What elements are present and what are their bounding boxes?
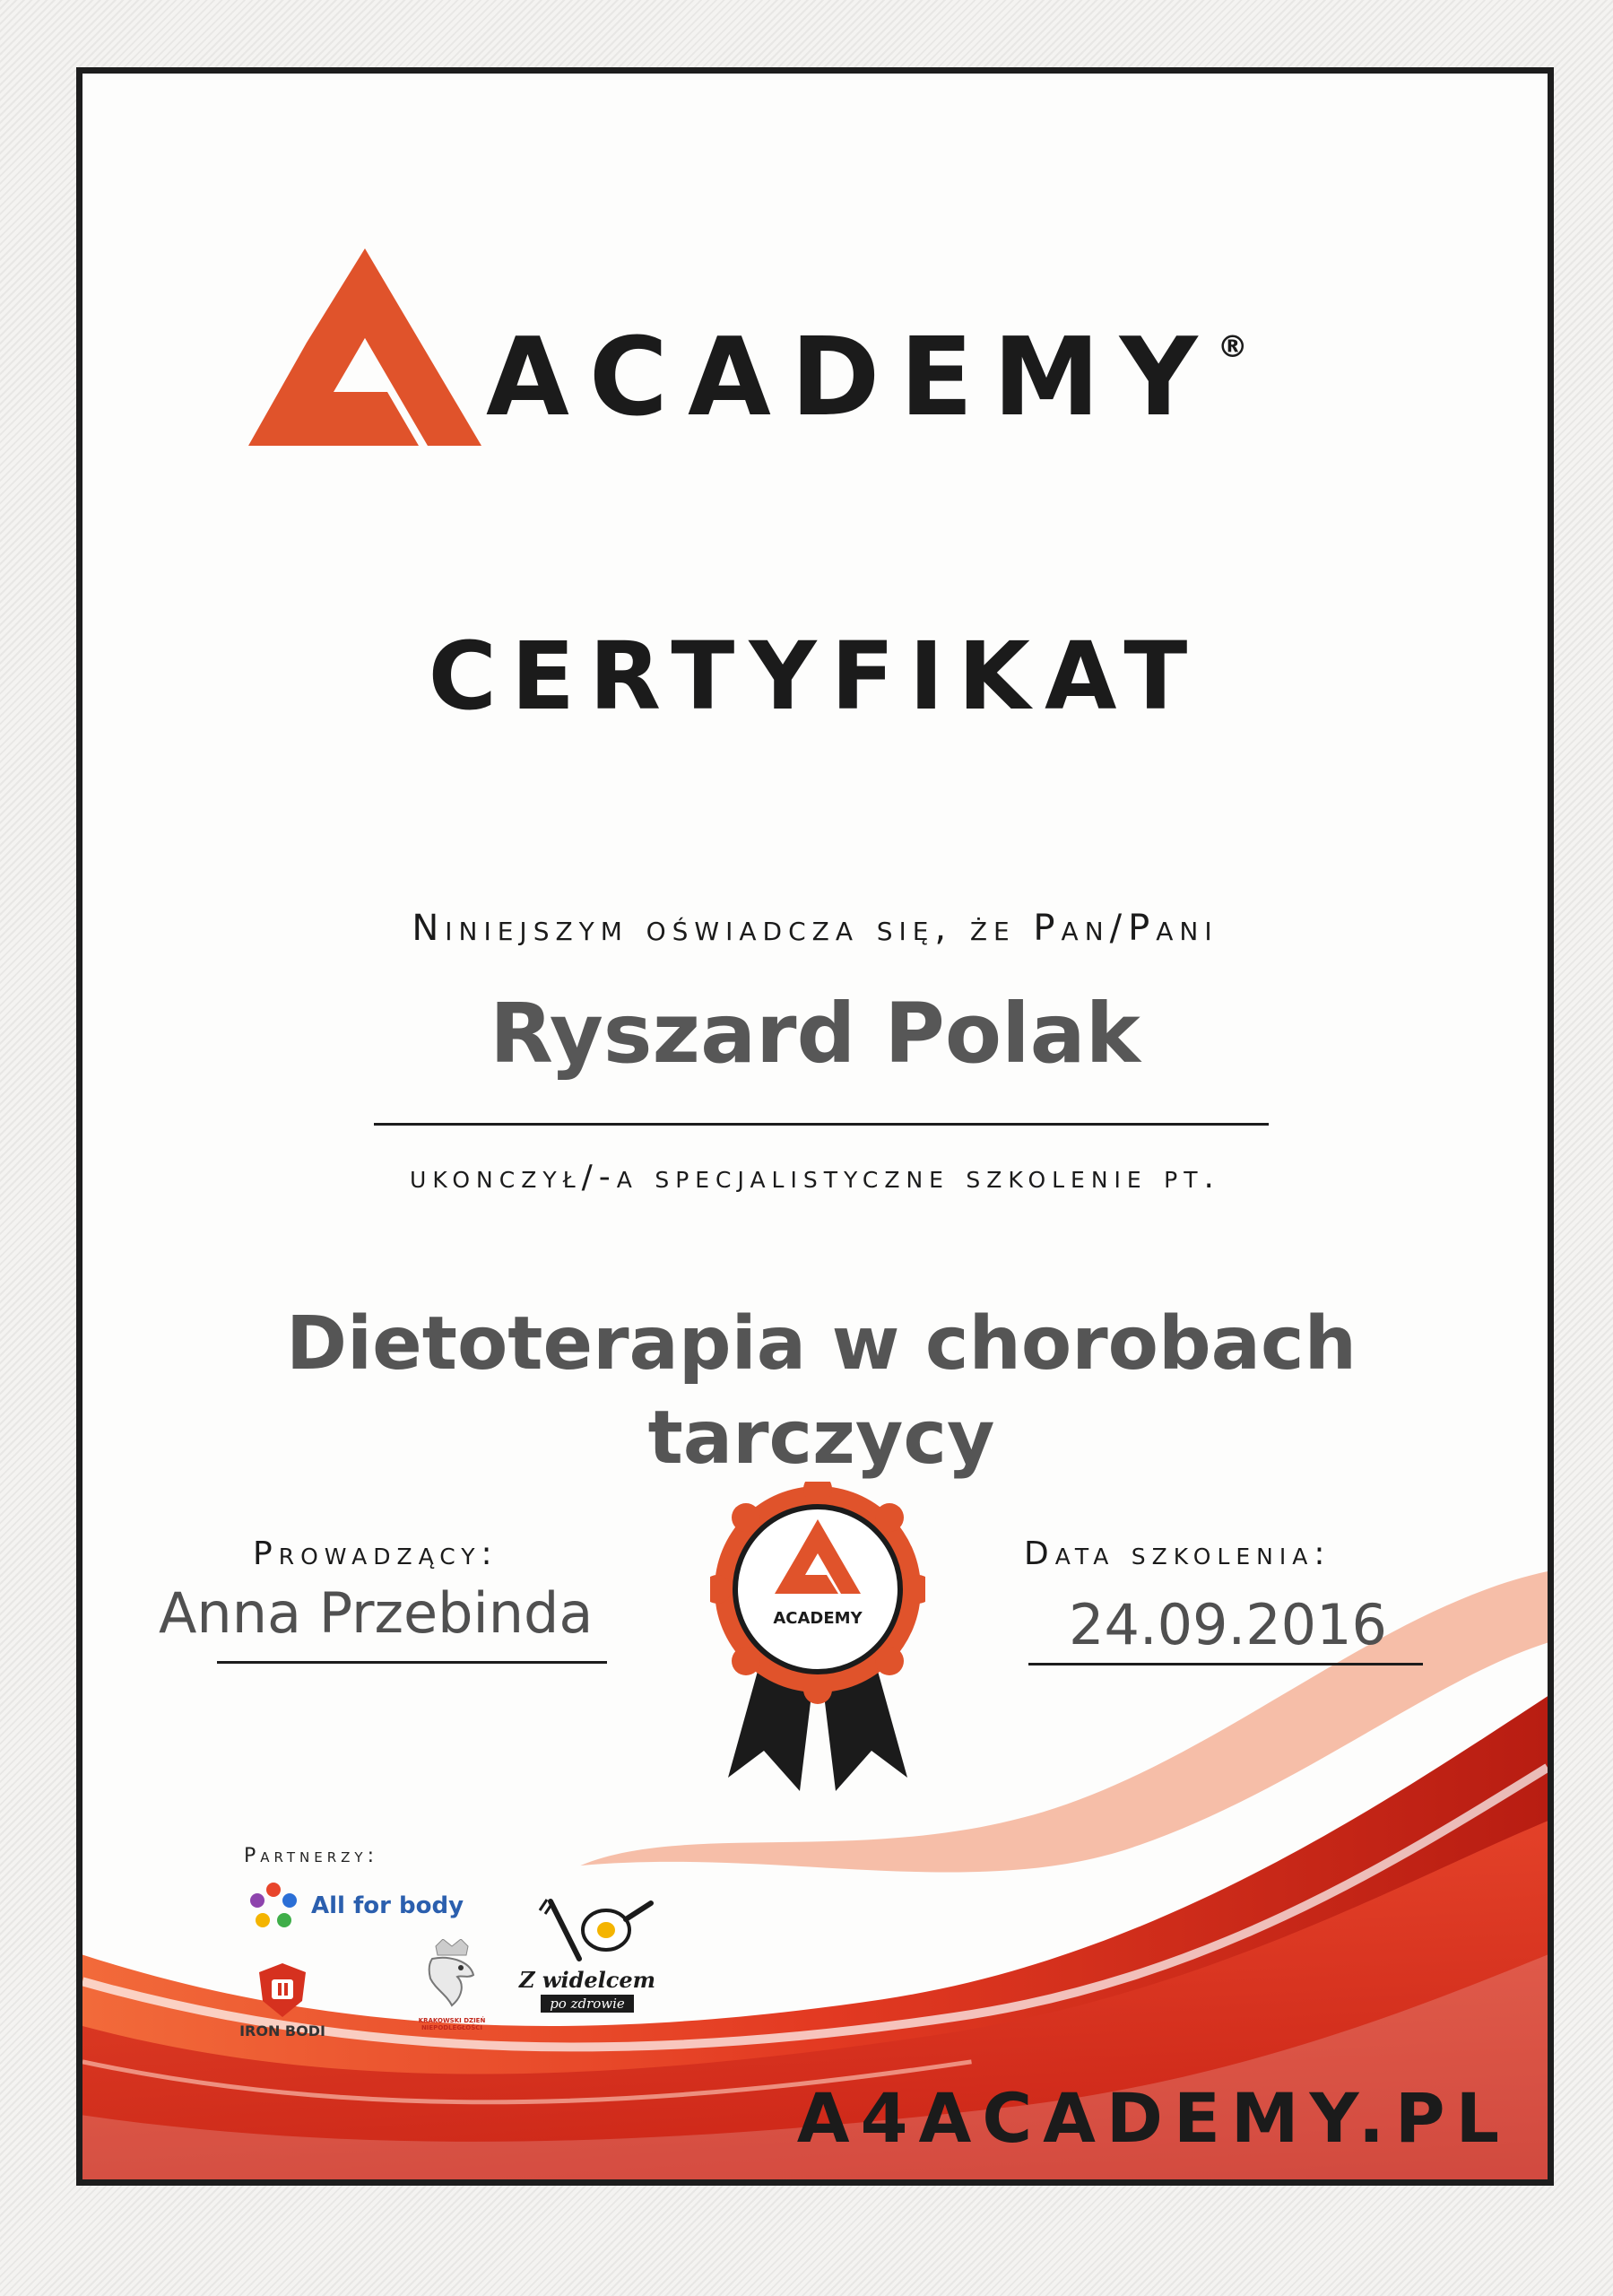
course-title-line-2: tarczycy xyxy=(647,1395,995,1481)
fork-and-pan-logo-icon xyxy=(520,1894,655,1966)
z-widelcem-text: Z widelcem xyxy=(518,1967,656,1993)
partner-z-widelcem xyxy=(511,1894,663,2013)
date-label: Data szkolenia: xyxy=(1024,1535,1331,1572)
academy-triangle-logo-icon xyxy=(244,244,486,450)
partners-label: Partnerzy: xyxy=(244,1845,378,1867)
training-date: 24.09.2016 xyxy=(1069,1592,1387,1657)
z-widelcem-tagline: po zdrowie xyxy=(541,1995,634,2013)
intro-text: Niniejszym oświadcza się, że Pan/Pani xyxy=(412,908,1218,949)
partner-iron-bodi xyxy=(233,1961,332,2039)
completion-text: ukonczył/-a specjalistyczne szkolenie pt. xyxy=(410,1159,1220,1196)
date-underline xyxy=(1028,1663,1423,1665)
instructor-name: Anna Przebinda xyxy=(159,1580,594,1646)
brand-wordmark: ACADEMY® xyxy=(486,316,1248,440)
all-for-body-text: All for body xyxy=(311,1892,464,1919)
instructor-label: Prowadzący: xyxy=(253,1535,499,1572)
footer-website: A4ACADEMY.PL xyxy=(796,2078,1510,2158)
instructor-underline xyxy=(217,1661,607,1664)
seal-text: ACADEMY xyxy=(773,1609,863,1628)
partner-krakowski xyxy=(398,1939,506,2031)
iron-bodi-text: IRON BODI xyxy=(239,2022,325,2039)
iron-bodi-shield-logo-icon xyxy=(254,1961,311,2019)
recipient-name: Ryszard Polak xyxy=(490,986,1140,1082)
all-for-body-logo-icon xyxy=(248,1881,299,1931)
eagle-crown-logo-icon xyxy=(414,1939,490,2014)
certificate-title: CERTYFIKAT xyxy=(428,622,1202,731)
course-title xyxy=(217,1298,1426,1486)
certificate-sheet xyxy=(76,67,1554,2186)
recipient-underline xyxy=(374,1123,1269,1126)
krakowski-text: KRAKOWSKI DZIEŃ NIEPODLEGŁOŚCI xyxy=(418,2017,486,2031)
partner-all-for-body xyxy=(248,1881,464,1931)
rosette-ribbon-icon xyxy=(710,1482,925,1805)
course-title-line-1: Dietoterapia w chorobach xyxy=(285,1301,1357,1387)
